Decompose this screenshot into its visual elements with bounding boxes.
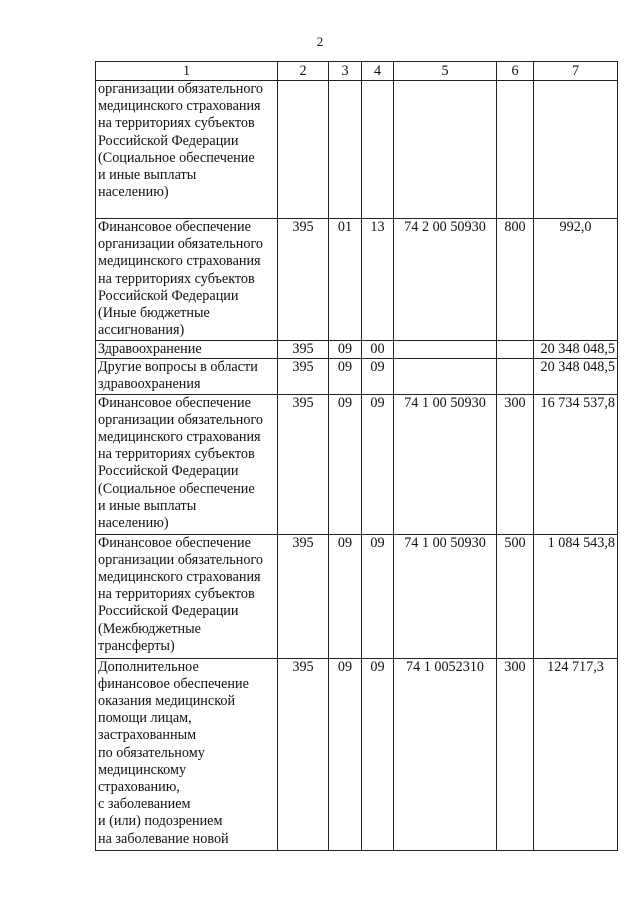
table-header-row [96, 62, 618, 81]
row-name-cell [96, 341, 278, 359]
row-name-cell [96, 219, 278, 341]
table-row [96, 81, 618, 219]
row-name-line: страхованию, [98, 779, 180, 796]
row-name-line: медицинского страхования [98, 429, 261, 446]
row-name-line: организации обязательного [98, 411, 264, 428]
header-col-7: 7 [534, 62, 618, 81]
chapter-code-cell: 09 [329, 359, 362, 394]
expense-type-cell [497, 81, 534, 219]
subsection-code-cell: 09 [362, 359, 394, 394]
subsection-code-cell: 13 [362, 219, 394, 341]
row-name-line: с заболеванием [98, 796, 191, 813]
chapter-code-cell [329, 81, 362, 219]
row-name-line: (Социальное обеспечение [98, 149, 255, 166]
row-name-cell [96, 359, 278, 394]
row-name-line: (Иные бюджетные [98, 305, 210, 322]
row-name-line: Другие вопросы в области [98, 359, 258, 376]
subsection-code-cell [362, 81, 394, 219]
amount-cell: 16 734 537,8 [534, 394, 618, 534]
row-name-line: на территориях субъектов [98, 270, 255, 287]
section-code-cell: 395 [278, 341, 329, 359]
subsection-code-cell: 00 [362, 341, 394, 359]
row-name-line: и иные выплаты [98, 167, 197, 184]
expense-type-cell [497, 359, 534, 394]
header-col-2: 2 [278, 62, 329, 81]
target-article-cell: 74 1 0052310 [394, 658, 497, 850]
row-name-cell [96, 658, 278, 850]
row-name-line: и иные выплаты [98, 497, 197, 514]
section-code-cell: 395 [278, 534, 329, 658]
amount-cell: 20 348 048,5 [534, 359, 618, 394]
expense-type-cell: 300 [497, 658, 534, 850]
row-name-line: Российской Федерации [98, 132, 239, 149]
table-row [96, 341, 618, 359]
chapter-code-cell: 09 [329, 394, 362, 534]
row-name-line: Российской Федерации [98, 287, 239, 304]
row-name-line: медицинскому [98, 761, 187, 778]
row-name-line: населению) [98, 515, 169, 532]
target-article-cell [394, 359, 497, 394]
row-name-line: по обязательному [98, 744, 205, 761]
row-name-line: финансовое обеспечение [98, 675, 249, 692]
subsection-code-cell: 09 [362, 394, 394, 534]
amount-cell: 992,0 [534, 219, 618, 341]
section-code-cell: 395 [278, 658, 329, 850]
amount-cell [534, 81, 618, 219]
row-name-cell [96, 81, 278, 219]
row-name-line: организации обязательного [98, 81, 264, 97]
row-name-line: трансферты) [98, 637, 175, 654]
row-name-line: оказания медицинской [98, 693, 236, 710]
table-row [96, 534, 618, 658]
section-code-cell: 395 [278, 219, 329, 341]
table-row [96, 219, 618, 341]
chapter-code-cell: 09 [329, 341, 362, 359]
row-name-line: Дополнительное [98, 658, 199, 675]
chapter-code-cell: 01 [329, 219, 362, 341]
budget-table [95, 61, 618, 851]
row-name-cell [96, 394, 278, 534]
table-row [96, 658, 618, 850]
row-name-line: Финансовое обеспечение [98, 534, 251, 551]
row-name-line: Финансовое обеспечение [98, 219, 251, 235]
section-code-cell: 395 [278, 359, 329, 394]
row-name-line: организации обязательного [98, 551, 264, 568]
section-code-cell [278, 81, 329, 219]
expense-type-cell: 500 [497, 534, 534, 658]
row-name-line: населению) [98, 184, 169, 201]
row-name-line: медицинского страхования [98, 253, 261, 270]
section-code-cell: 395 [278, 394, 329, 534]
expense-type-cell [497, 341, 534, 359]
row-name-line: Финансовое обеспечение [98, 394, 251, 411]
amount-cell: 124 717,3 [534, 658, 618, 850]
row-name-line: помощи лицам, [98, 710, 192, 727]
table-row [96, 394, 618, 534]
row-name-cell [96, 534, 278, 658]
row-name-line: медицинского страхования [98, 569, 261, 586]
row-name-line: и (или) подозрением [98, 813, 223, 830]
amount-cell: 20 348 048,5 [534, 341, 618, 359]
target-article-cell: 74 1 00 50930 [394, 394, 497, 534]
amount-cell: 1 084 543,8 [534, 534, 618, 658]
chapter-code-cell: 09 [329, 534, 362, 658]
header-col-1: 1 [96, 62, 278, 81]
row-name-line: Российской Федерации [98, 463, 239, 480]
row-name-line: (Межбюджетные [98, 620, 201, 637]
row-name-line: на заболевание новой [98, 830, 229, 847]
row-name-line: (Социальное обеспечение [98, 480, 255, 497]
chapter-code-cell: 09 [329, 658, 362, 850]
expense-type-cell: 800 [497, 219, 534, 341]
target-article-cell [394, 81, 497, 219]
table-row [96, 359, 618, 394]
row-name-line: ассигнования) [98, 322, 185, 339]
target-article-cell: 74 2 00 50930 [394, 219, 497, 341]
subsection-code-cell: 09 [362, 658, 394, 850]
row-name-line: медицинского страхования [98, 98, 261, 115]
header-col-4: 4 [362, 62, 394, 81]
expense-type-cell: 300 [497, 394, 534, 534]
header-col-3: 3 [329, 62, 362, 81]
subsection-code-cell: 09 [362, 534, 394, 658]
header-col-5: 5 [394, 62, 497, 81]
target-article-cell: 74 1 00 50930 [394, 534, 497, 658]
row-name-line: на территориях субъектов [98, 115, 255, 132]
page-number: 2 [316, 34, 324, 49]
row-name-line: Здравоохранение [98, 341, 202, 357]
row-name-line: Российской Федерации [98, 603, 239, 620]
header-col-6: 6 [497, 62, 534, 81]
row-name-line: организации обязательного [98, 236, 264, 253]
row-name-line: на территориях субъектов [98, 586, 255, 603]
row-name-line: здравоохранения [98, 376, 201, 393]
row-name-line: застрахованным [98, 727, 197, 744]
target-article-cell [394, 341, 497, 359]
row-name-line: на территориях субъектов [98, 446, 255, 463]
